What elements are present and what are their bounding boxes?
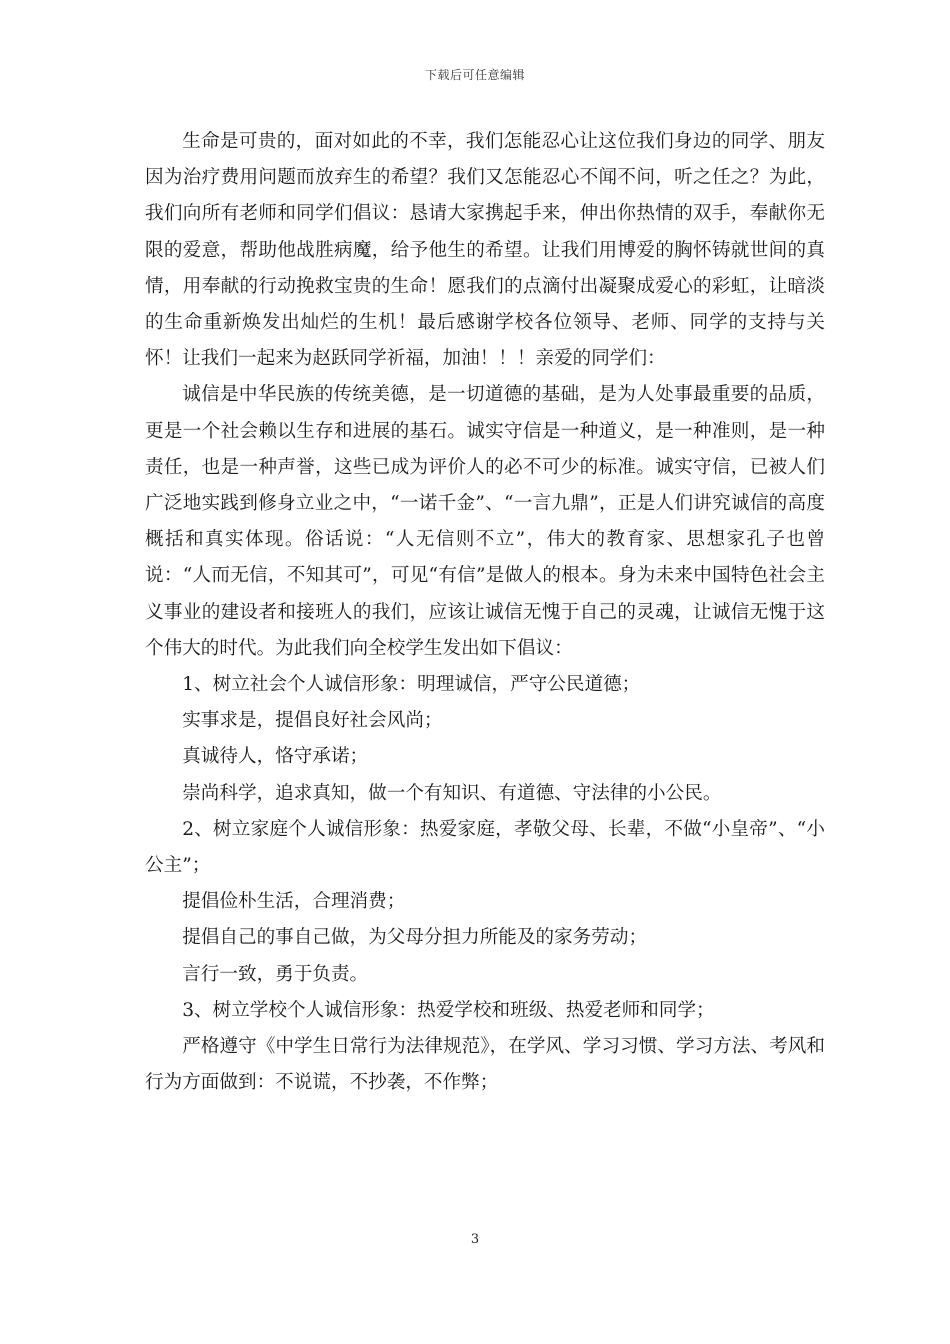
paragraph: 2、树立家庭个人诚信形象：热爱家庭，孝敬父母、长辈，不做“小皇帝”、“小公主”；	[145, 818, 825, 877]
paragraph: 真诚待人，恪守承诺；	[182, 746, 369, 768]
paragraph: 提倡自己的事自己做，为父母分担力所能及的家务劳动；	[182, 927, 648, 949]
paragraph: 崇尚科学，追求真知，做一个有知识、有道德、守法律的小公民。	[182, 782, 722, 804]
page-header: 下载后可任意编辑	[424, 68, 525, 82]
paragraph: 严格遵守《中学生日常行为法律规范》，在学风、学习习惯、学习方法、考风和行为方面做到：不说谎，不抄袭，不作弊；	[145, 1036, 825, 1094]
paragraph: 提倡俭朴生活，合理消费；	[182, 891, 406, 913]
paragraph: 3、树立学校个人诚信形象：热爱学校和班级、热爱老师和同学；	[182, 999, 715, 1021]
paragraph: 诚信是中华民族的传统美德，是一切道德的基础，是为人处事最重要的品质，更是一个社会赖以生存和进展的基石。诚实守信是一种道义，是一种准则，是一种责任，也是一种声誉，这些已成为评价人的必不可少的标准。诚实守信，已被人们广泛地实践到修身立业之中，“一诺千金”、“一言九鼎”，正是人们讲究诚信的高度概括和真实体现。俗话说：“人无信则不立”，伟大的教育家、思想家孔子也曾说：“人而无信，不知其可”，可见“有信”是做人的根本。身为未来中国特色社会主义事业的建设者和接班人的我们，应该让诚信无愧于自己的灵魂，让诚信无愧于这个伟大的时代。为此我们向全校学生发出如下倡议：	[145, 384, 825, 659]
paragraph: 1、树立社会个人诚信形象：明理诚信，严守公民道德；	[182, 674, 641, 696]
paragraph: 言行一致，勇于负责。	[182, 963, 369, 985]
document-body	[145, 124, 825, 1101]
paragraph: 生命是可贵的，面对如此的不幸，我们怎能忍心让这位我们身边的同学、朋友因为治疗费用问题而放弃生的希望？我们又怎能忍心不闻不问，听之任之？为此，我们向所有老师和同学们倡议：恳请大家携起手来，伸出你热情的双手，奉献你无限的爱意，帮助他战胜病魔，给予他生的希望。让我们用博爱的胸怀铸就世间的真情，用奉献的行动挽救宝贵的生命！愿我们的点滴付出凝聚成爱心的彩虹，让暗淡的生命重新焕发出灿烂的生机！最后感谢学校各位领导、老师、同学的支持与关怀！让我们一起来为赵跃同学祈福，加油！！！亲爱的同学们：	[145, 131, 825, 370]
page-number: 3	[470, 1232, 480, 1247]
paragraph: 实事求是，提倡良好社会风尚；	[182, 710, 443, 732]
